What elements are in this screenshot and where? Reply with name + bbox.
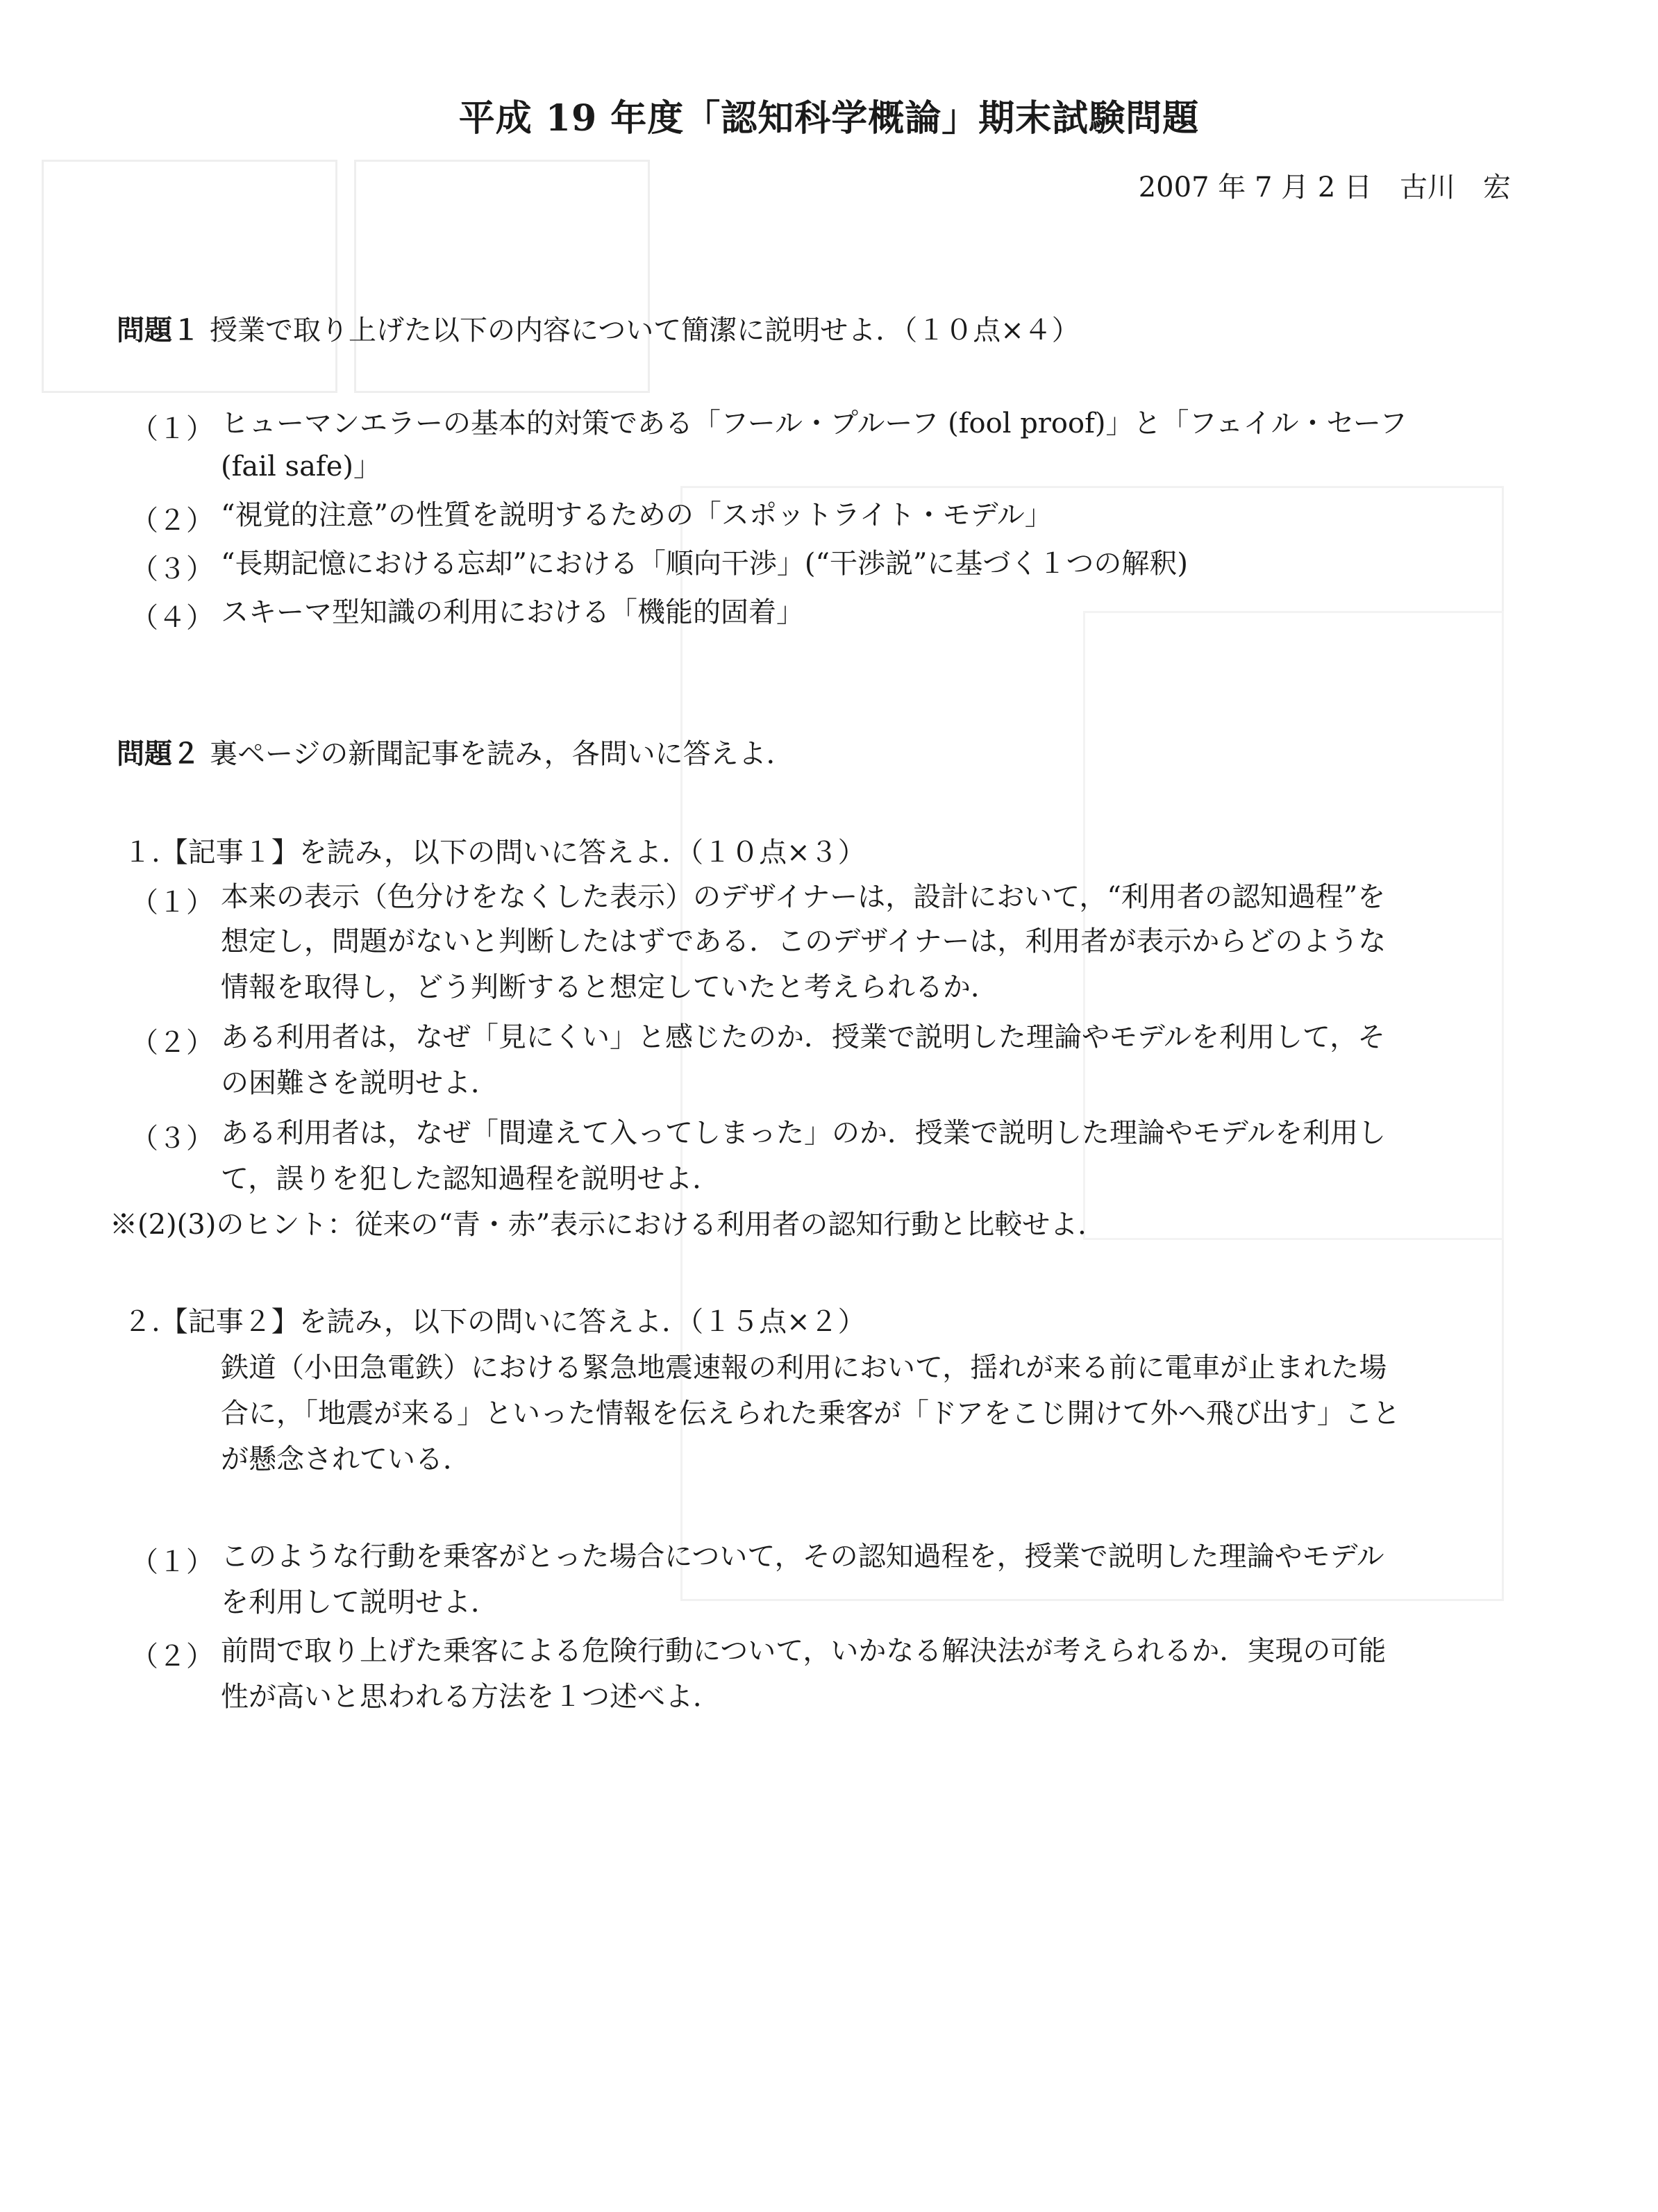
q2-part2-context-line-2: 合に，「地震が来る」といった情報を伝えられた乗客が「ドアをこじ開けて外へ飛び出す」こと	[221, 1398, 1400, 1430]
date-author-line: 2007 年 7 月 2 日 古川 宏	[1138, 171, 1511, 203]
q2-part2-context-line-1: 鉄道（小田急電鉄）における緊急地震速報の利用において，揺れが来る前に電車が止まれた場	[221, 1352, 1387, 1384]
q1-item-number: （２）	[131, 505, 214, 537]
q2-part2-item-2-line-2: 性が高いと思われる方法を１つ述べよ．	[221, 1681, 721, 1713]
bleed-through-block	[42, 160, 337, 393]
q1-item-number: （４）	[131, 602, 214, 634]
q2-label: 問題２	[117, 737, 200, 770]
q1-item-3-line-1: “長期記憶における忘却”における「順向干渉」(“干渉説”に基づく１つの解釈)	[221, 548, 1189, 580]
q1-item-number: （３）	[131, 553, 214, 585]
q2-part1-item-1-line-3: 情報を取得し，どう判断すると想定していたと考えられるか．	[221, 971, 998, 1003]
q2-part1-item-1-line-1: 本来の表示（色分けをなくした表示）のデザイナーは，設計において，“利用者の認知過程”を	[221, 881, 1386, 913]
q1-label: 問題１	[117, 314, 200, 346]
q2-part1-item-2-line-2: の困難さを説明せよ．	[221, 1067, 499, 1099]
q2-part1-item-number: （２）	[131, 1027, 214, 1059]
q2-part2-item-1-line-2: を利用して説明せよ．	[221, 1586, 499, 1618]
q2-part1-item-number: （３）	[131, 1123, 214, 1155]
q2-part1-item-2-line-1: ある利用者は，なぜ「見にくい」と感じたのか．授業で説明した理論やモデルを利用して，そ	[221, 1021, 1386, 1053]
q2-part2-item-2-line-1: 前問で取り上げた乗客による危険行動について，いかなる解決法が考えられるか．実現の可能	[221, 1635, 1387, 1667]
q1-item-number: （１）	[131, 413, 214, 445]
q2-part2-item-number: （１）	[131, 1546, 214, 1578]
q2-part2-item-1-line-1: このような行動を乗客がとった場合について，その認知過程を，授業で説明した理論やモデル	[221, 1541, 1384, 1573]
page-title: 平成 19 年度「認知科学概論」期末試験問題	[458, 97, 1200, 140]
q2-part1-heading: １.【記事１】を読み，以下の問いに答えよ．（１０点×３）	[124, 837, 866, 869]
q1-instruction: 授業で取り上げた以下の内容について簡潔に説明せよ．（１０点×４）	[210, 315, 1080, 346]
q1-heading	[117, 314, 1080, 347]
q2-heading	[117, 737, 794, 771]
q2-part1-item-3-line-1: ある利用者は，なぜ「間違えて入ってしまった」のか．授業で説明した理論やモデルを利用し	[221, 1117, 1386, 1149]
q2-part2-heading: ２.【記事２】を読み，以下の問いに答えよ．（１５点×２）	[124, 1306, 866, 1338]
q1-item-1-line-2: (fail safe)」	[221, 451, 382, 483]
q2-instruction: 裏ページの新聞記事を読み，各問いに答えよ．	[210, 738, 794, 770]
q2-part1-hint: ※(2)(3)のヒント：従来の“青・赤”表示における利用者の認知行動と比較せよ．	[110, 1209, 1106, 1241]
q1-item-2-line-1: “視覚的注意”の性質を説明するための「スポットライト・モデル」	[221, 499, 1053, 531]
q2-part2-context-line-3: が懸念されている．	[221, 1443, 471, 1475]
q2-part2-item-number: （２）	[131, 1641, 214, 1673]
q2-part1-item-1-line-2: 想定し，問題がないと判断したはずである．このデザイナーは，利用者が表示からどのような	[221, 925, 1387, 957]
q2-part1-item-number: （１）	[131, 887, 214, 919]
q1-item-4-line-1: スキーマ型知識の利用における「機能的固着」	[221, 596, 804, 628]
q1-item-1-line-1: ヒューマンエラーの基本的対策である「フール・プルーフ (fool proof)」と「フェイル・セーフ	[221, 408, 1407, 439]
bleed-through-block	[354, 160, 650, 393]
q2-part1-item-3-line-2: て，誤りを犯した認知過程を説明せよ．	[221, 1163, 721, 1195]
